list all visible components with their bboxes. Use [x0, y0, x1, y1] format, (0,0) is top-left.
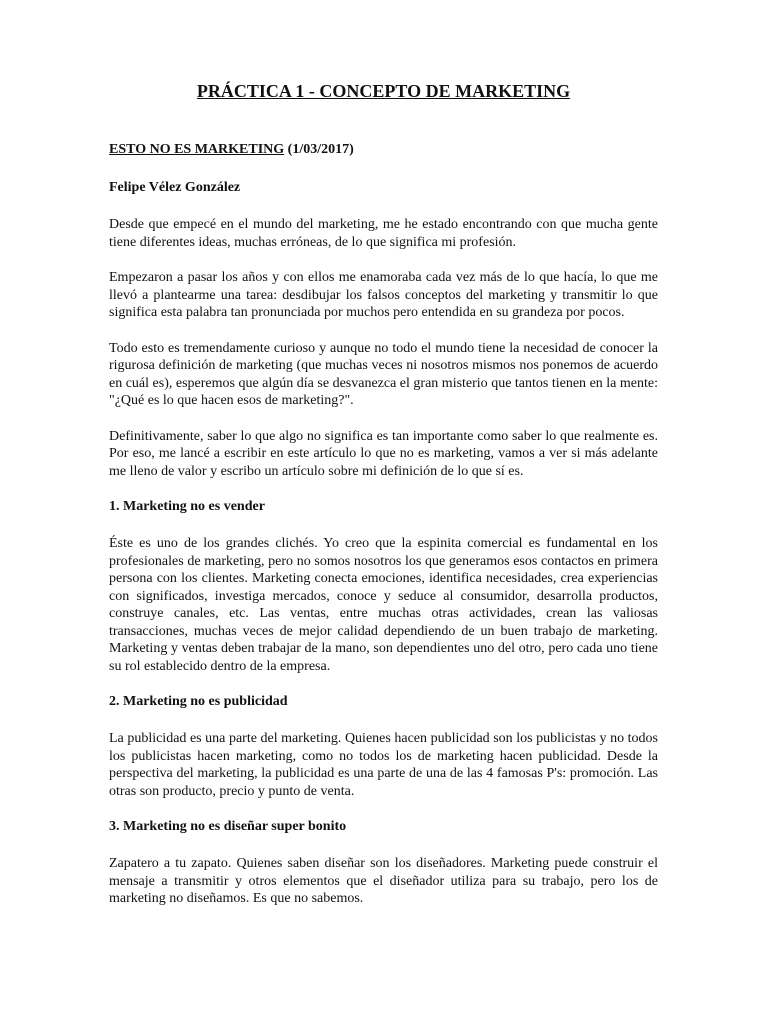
intro-paragraph: Desde que empecé en el mundo del marketing, me he estado encontrando con que mucha gente tiene diferentes ideas, muchas erróneas, de lo que significa mi profesión.: [109, 217, 658, 250]
document-page: [109, 80, 658, 926]
section-heading: 1. Marketing no es vender: [109, 499, 265, 514]
section-paragraph: Zapatero a tu zapato. Quienes saben diseñar son los diseñadores. Marketing puede construir el mensaje a transmitir y otros elementos que el diseñador utiliza para su trabajo, pero los de marketing no diseñamos. Es que no sabemos.: [109, 856, 658, 906]
section-heading: 3. Marketing no es diseñar super bonito: [109, 819, 347, 834]
document-title: PRÁCTICA 1 - CONCEPTO DE MARKETING: [196, 81, 571, 101]
section-paragraph: La publicidad es una parte del marketing. Quienes hacen publicidad son los publicistas y no todos los publicistas hacen marketing, como no todos los de marketing hacen publicidad. Desde la perspectiva del marketing, la publicidad es una parte de una de las 4 famosas P's: promoción. Las otras son producto, precio y punto de venta.: [109, 731, 658, 799]
article-heading-text: ESTO NO ES MARKETING: [109, 142, 285, 157]
section-paragraph: Éste es uno de los grandes clichés. Yo creo que la espinita comercial es fundamental en los profesionales de marketing, pero no somos nosotros los que generamos esos contactos en primera persona con los clientes. Marketing conecta emociones, identifica necesidades, crea experiencias con significados, investiga mercados, conoce y seduce al consumidor, desarrolla productos, construye canales, etc. Las ventas, entre muchas otras actividades, crean las valiosas transacciones, muchas veces de mejor calidad dependiendo de un buen trabajo de marketing. Marketing y ventas deben trabajar de la mano, son dependientes uno del otro, pero cada uno tiene su rol establecido dentro de la empresa.: [109, 536, 658, 674]
article-author: Felipe Vélez González: [109, 180, 241, 195]
intro-paragraph: Todo esto es tremendamente curioso y aunque no todo el mundo tiene la necesidad de conocer la rigurosa definición de marketing (que muchas veces ni nosotros mismos nos ponemos de acuerdo en cuál es), esperemos que algún día se desvanezca el gran misterio que tantos tienen en la mente: "¿Qué es lo que hacen esos de marketing?".: [109, 340, 658, 408]
article-date: (1/03/2017): [287, 142, 354, 157]
section-heading: 2. Marketing no es publicidad: [109, 694, 288, 709]
intro-paragraph: Definitivamente, saber lo que algo no significa es tan importante como saber lo que realmente es. Por eso, me lancé a escribir en este artículo lo que no es marketing, vamos a ver si más adelante me lleno de valor y escribo un artículo sobre mi definición de lo que sí es.: [109, 428, 658, 479]
intro-paragraph: Empezaron a pasar los años y con ellos me enamoraba cada vez más de lo que hacía, lo que me llevó a plantearme una tarea: desdibujar los falsos conceptos del marketing y transmitir lo que significa esta palabra tan pronunciada por muchos pero entendida en su grandeza por pocos.: [109, 270, 658, 320]
article-heading: [109, 141, 658, 159]
